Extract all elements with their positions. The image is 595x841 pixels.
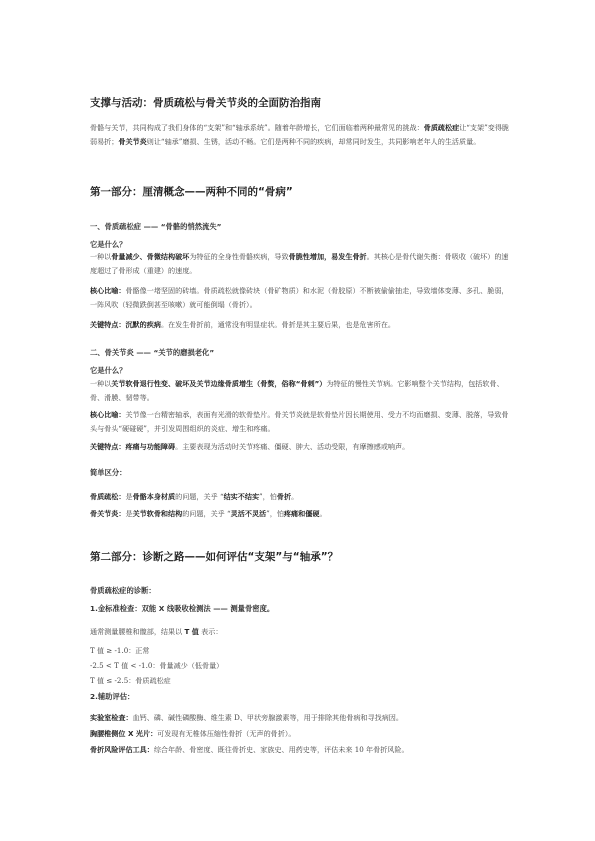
gold-standard-heading: 1.金标准检查：双能 X 线吸收检测法 —— 测量骨密度。 bbox=[90, 604, 275, 613]
document-title: 支撑与活动：骨质疏松与骨关节炎的全面防治指南 bbox=[90, 97, 321, 109]
part2-title: 第二部分：诊断之路——如何评估“支架”与“轴承”？ bbox=[90, 551, 339, 563]
fracture-risk-line: 骨折风险评估工具：综合年龄、骨密度、既往骨折史、家族史、用药史等，评估未来 10 年骨折风险。 bbox=[90, 745, 409, 754]
lab-tests-line: 实验室检查：血钙、磷、碱性磷酸酶、维生素 D、甲状旁腺激素等，用于排除其他骨病和寻找病因。 bbox=[90, 713, 403, 722]
s1-metaphor-paragraph: 核心比喻：骨骼像一堵坚固的砖墙。骨质疏松就像砖块（骨矿物质）和水泥（骨胶原）不断被偷偷抽走，导致墙体变薄、多孔、脆弱，一阵风吹（轻微跌倒甚至咳嗽）就可能倒塌（骨折）。 bbox=[90, 286, 509, 309]
auxiliary-heading: 2.辅助评估： bbox=[90, 692, 135, 701]
compare-line-osteoarthritis: 骨关节炎：是关节软骨和结构的问题，关乎 “灵活不灵活”，怕疼痛和僵硬。 bbox=[90, 509, 327, 518]
xray-line: 胸腰椎侧位 X 光片：可发现有无椎体压缩性骨折（无声的骨折）。 bbox=[90, 729, 296, 738]
s1-feature-paragraph: 关键特点：沉默的疾病。在发生骨折前，通常没有明显症状。骨折是其主要后果，也是危害所在。 bbox=[90, 320, 396, 329]
diagnosis-subheading: 骨质疏松症的诊断： bbox=[90, 586, 156, 595]
s1-heading: 一、骨质疏松症 —— “骨骼的悄然流失” bbox=[90, 222, 222, 231]
t-value-osteoporosis: T 值 ≤ -2.5：骨质疏松症 bbox=[90, 676, 171, 685]
s2-what-paragraph: 一种以关节软骨退行性变、破坏及关节边缘骨质增生（骨赘，俗称“骨刺”）为特征的慢性关节病。它影响整个关节结构，包括软骨、骨、滑膜、韧带等。 bbox=[90, 379, 504, 402]
s1-what-paragraph: 一种以骨量减少、骨微结构破坏为特征的全身性骨骼疾病，导致骨脆性增加，易发生骨折。其核心是骨代谢失衡：骨吸收（破坏）的速度超过了骨形成（重建）的速度。 bbox=[90, 252, 509, 275]
s2-heading: 二、骨关节炎 —— “关节的磨损老化” bbox=[90, 348, 215, 357]
t-value-normal: T 值 ≥ -1.0：正常 bbox=[90, 646, 150, 655]
s2-metaphor-paragraph: 核心比喻：关节像一台精密轴承，表面有光滑的软骨垫片。骨关节炎就是软骨垫片因长期使用、受力不均而磨损、变薄、脱落，导致骨头与骨头“硬碰硬”，并引发周围组织的炎症、增生和疼痛。 bbox=[90, 410, 509, 433]
t-value-low-bone-mass: -2.5 < T 值 < -1.0：骨量减少（低骨量） bbox=[90, 661, 224, 670]
intro-paragraph: 骨骼与关节，共同构成了我们身体的“支架”和“轴承系统”。随着年龄增长，它们面临着两种最常见的挑战：骨质疏松症让“支架”变得脆弱易折；骨关节炎则让“轴承”磨损、生锈，活动不畅。它们是两种不同的疾病，却常同时发生，共同影响老年人的生活质量。 bbox=[90, 123, 510, 146]
s2-feature-paragraph: 关键特点：疼痛与功能障碍。主要表现为活动时关节疼痛、僵硬、肿大、活动受限，有摩擦感或响声。 bbox=[90, 442, 410, 451]
compare-label: 简单区分： bbox=[90, 468, 127, 477]
compare-line-osteoporosis: 骨质疏松：是骨骼本身材质的问题，关乎 “结实不结实”，怕骨折。 bbox=[90, 492, 299, 501]
gold-standard-note: 通常测量腰椎和髋部，结果以 T 值 表示： bbox=[90, 627, 223, 636]
s1-what-label: 它是什么？ bbox=[90, 240, 127, 249]
part1-title: 第一部分：厘清概念——两种不同的“骨病” bbox=[90, 186, 293, 198]
s2-what-label: 它是什么？ bbox=[90, 366, 127, 375]
